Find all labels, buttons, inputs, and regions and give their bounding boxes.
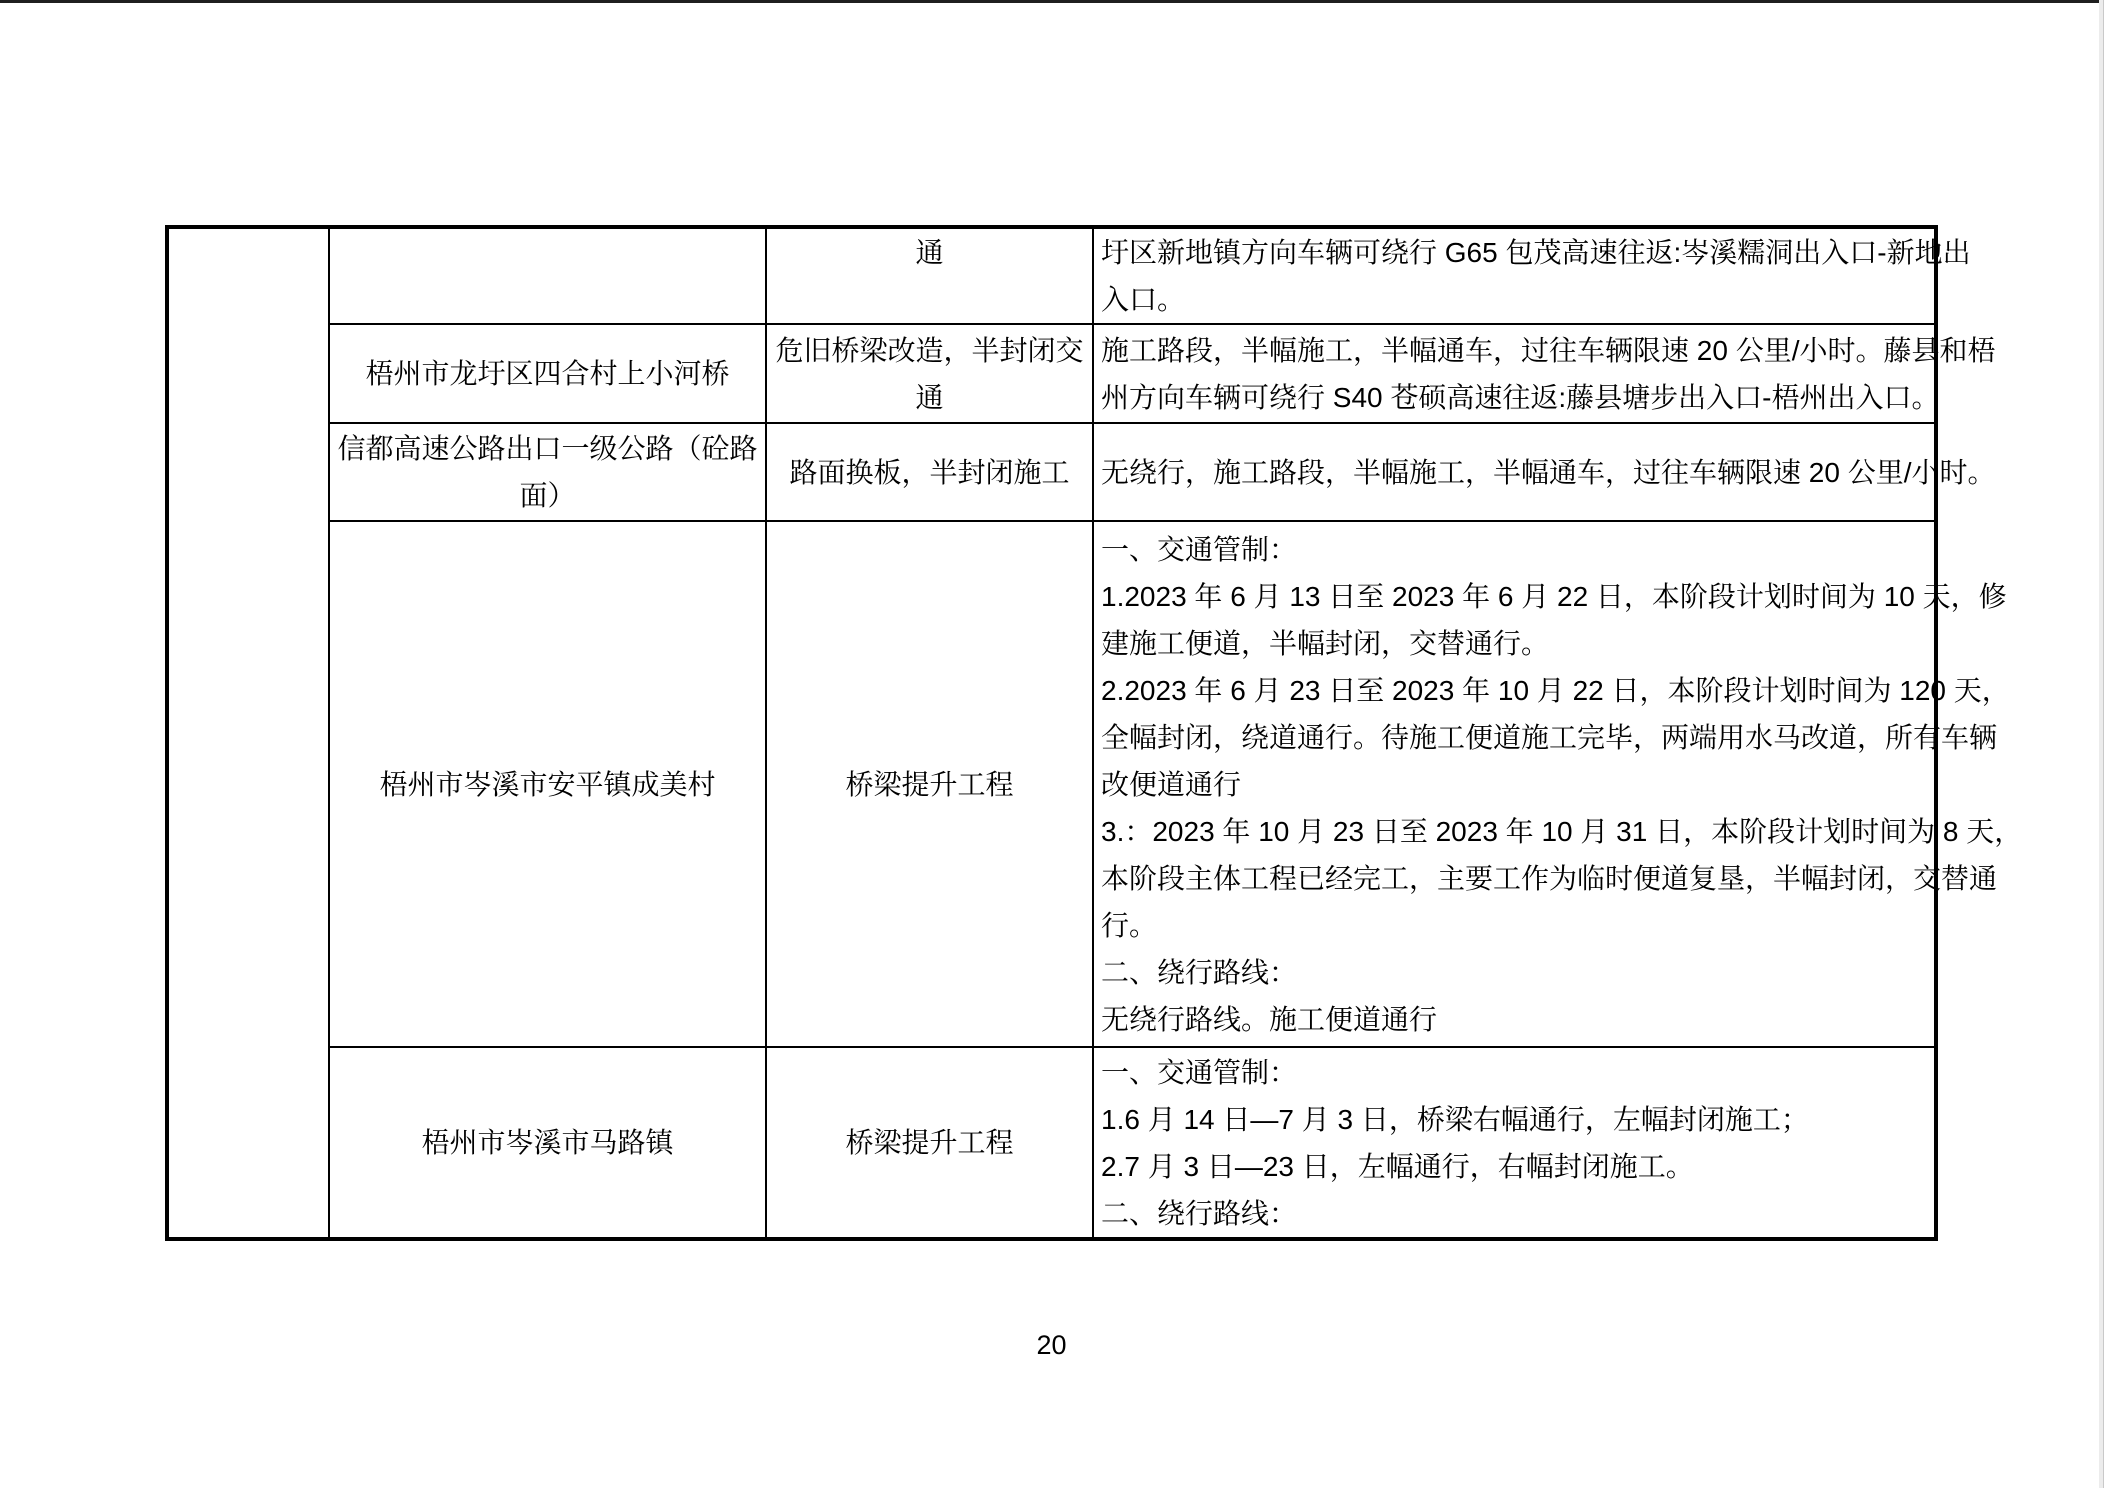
table-rows bbox=[330, 229, 2023, 1237]
work-type-cell bbox=[767, 1048, 1094, 1237]
description-cell-line: 本阶段主体工程已经完工，主要工作为临时便道复垦，半幅封闭，交替通 bbox=[1101, 862, 1998, 894]
description-cell bbox=[1094, 522, 2023, 1046]
table-row bbox=[330, 1046, 1934, 1237]
table-row bbox=[330, 520, 2023, 1046]
road-construction-table bbox=[165, 225, 2023, 1241]
page-right-edge bbox=[2099, 0, 2104, 1488]
table-row bbox=[330, 422, 1996, 520]
work-type-cell bbox=[767, 229, 1094, 323]
work-type-cell bbox=[767, 325, 1094, 422]
description-cell-line: 1.2023 年 6 月 13 日至 2023 年 6 月 22 日，本阶段计划时间为 10 天，修 bbox=[1101, 580, 2007, 612]
work-type-cell bbox=[767, 424, 1094, 520]
description-cell bbox=[1094, 424, 1996, 520]
description-cell-line: 无绕行路线。施工便道通行 bbox=[1101, 1003, 1438, 1035]
location-cell-line: 面） bbox=[519, 480, 576, 511]
description-cell bbox=[1094, 229, 1971, 323]
description-cell-line: 建施工便道，半幅封闭，交替通行。 bbox=[1101, 627, 1550, 659]
page-number: 20 bbox=[1036, 1330, 1067, 1360]
work-type-cell-line: 路面换板，半封闭施工 bbox=[789, 456, 1070, 488]
description-cell-line: 施工路段，半幅施工，半幅通车，过往车辆限速 20 公里/小时。藤县和梧 bbox=[1101, 334, 1996, 366]
location-cell bbox=[330, 522, 767, 1046]
description-cell-line: 3.：2023 年 10 月 23 日至 2023 年 10 月 31 日，本阶段计划时间为 8 天， bbox=[1101, 815, 2023, 847]
description-cell-line: 全幅封闭，绕道通行。待施工便道施工完毕，两端用水马改道，所有车辆 bbox=[1101, 721, 1998, 753]
description-cell bbox=[1094, 1048, 1934, 1237]
location-cell bbox=[330, 424, 767, 520]
table-row bbox=[330, 323, 1996, 422]
description-cell-line: 圩区新地镇方向车辆可绕行 G65 包茂高速往返:岑溪糯洞出入口-新地出 bbox=[1101, 237, 1971, 268]
location-cell-line: 梧州市岑溪市安平镇成美村 bbox=[379, 768, 716, 800]
description-cell-line: 入口。 bbox=[1101, 284, 1186, 315]
description-cell-line: 二、绕行路线： bbox=[1101, 956, 1298, 988]
location-cell-line: 梧州市岑溪市马路镇 bbox=[421, 1127, 674, 1158]
work-type-cell-line: 桥梁提升工程 bbox=[845, 1127, 1014, 1158]
window-top-edge bbox=[0, 0, 2104, 3]
location-cell-line: 信都高速公路出口一级公路（砼路 bbox=[337, 433, 758, 464]
location-cell-line: 梧州市龙圩区四合村上小河桥 bbox=[365, 358, 730, 389]
work-type-cell-line: 通 bbox=[915, 381, 944, 413]
location-cell bbox=[330, 1048, 767, 1237]
table-row bbox=[330, 229, 1971, 323]
location-cell bbox=[330, 229, 767, 323]
description-cell-line: 一、交通管制： bbox=[1101, 1056, 1298, 1088]
description-cell-line: 2.7 月 3 日—23 日，左幅通行，右幅封闭施工。 bbox=[1101, 1150, 1694, 1182]
description-cell-line: 二、绕行路线： bbox=[1101, 1197, 1298, 1229]
description-cell-line: 州方向车辆可绕行 S40 苍硕高速往返:藤县塘步出入口-梧州出入口。 bbox=[1101, 381, 1940, 413]
description-cell-line: 无绕行，施工路段，半幅施工，半幅通车，过往车辆限速 20 公里/小时。 bbox=[1101, 456, 1996, 488]
description-cell-line: 行。 bbox=[1101, 909, 1158, 941]
table-merged-left-cell bbox=[169, 229, 330, 1237]
description-cell-line: 改便道通行 bbox=[1101, 768, 1242, 800]
description-cell-line: 一、交通管制： bbox=[1101, 533, 1298, 565]
work-type-cell-line: 危旧桥梁改造，半封闭交 bbox=[775, 334, 1084, 366]
work-type-cell-line: 通 bbox=[915, 237, 944, 268]
description-cell-line: 2.2023 年 6 月 23 日至 2023 年 10 月 22 日，本阶段计划时间为 120 天， bbox=[1101, 674, 2010, 706]
description-cell bbox=[1094, 325, 1996, 422]
work-type-cell-line: 桥梁提升工程 bbox=[845, 768, 1014, 800]
description-cell-line: 1.6 月 14 日—7 月 3 日，桥梁右幅通行，左幅封闭施工； bbox=[1101, 1103, 1809, 1135]
location-cell bbox=[330, 325, 767, 422]
work-type-cell bbox=[767, 522, 1094, 1046]
